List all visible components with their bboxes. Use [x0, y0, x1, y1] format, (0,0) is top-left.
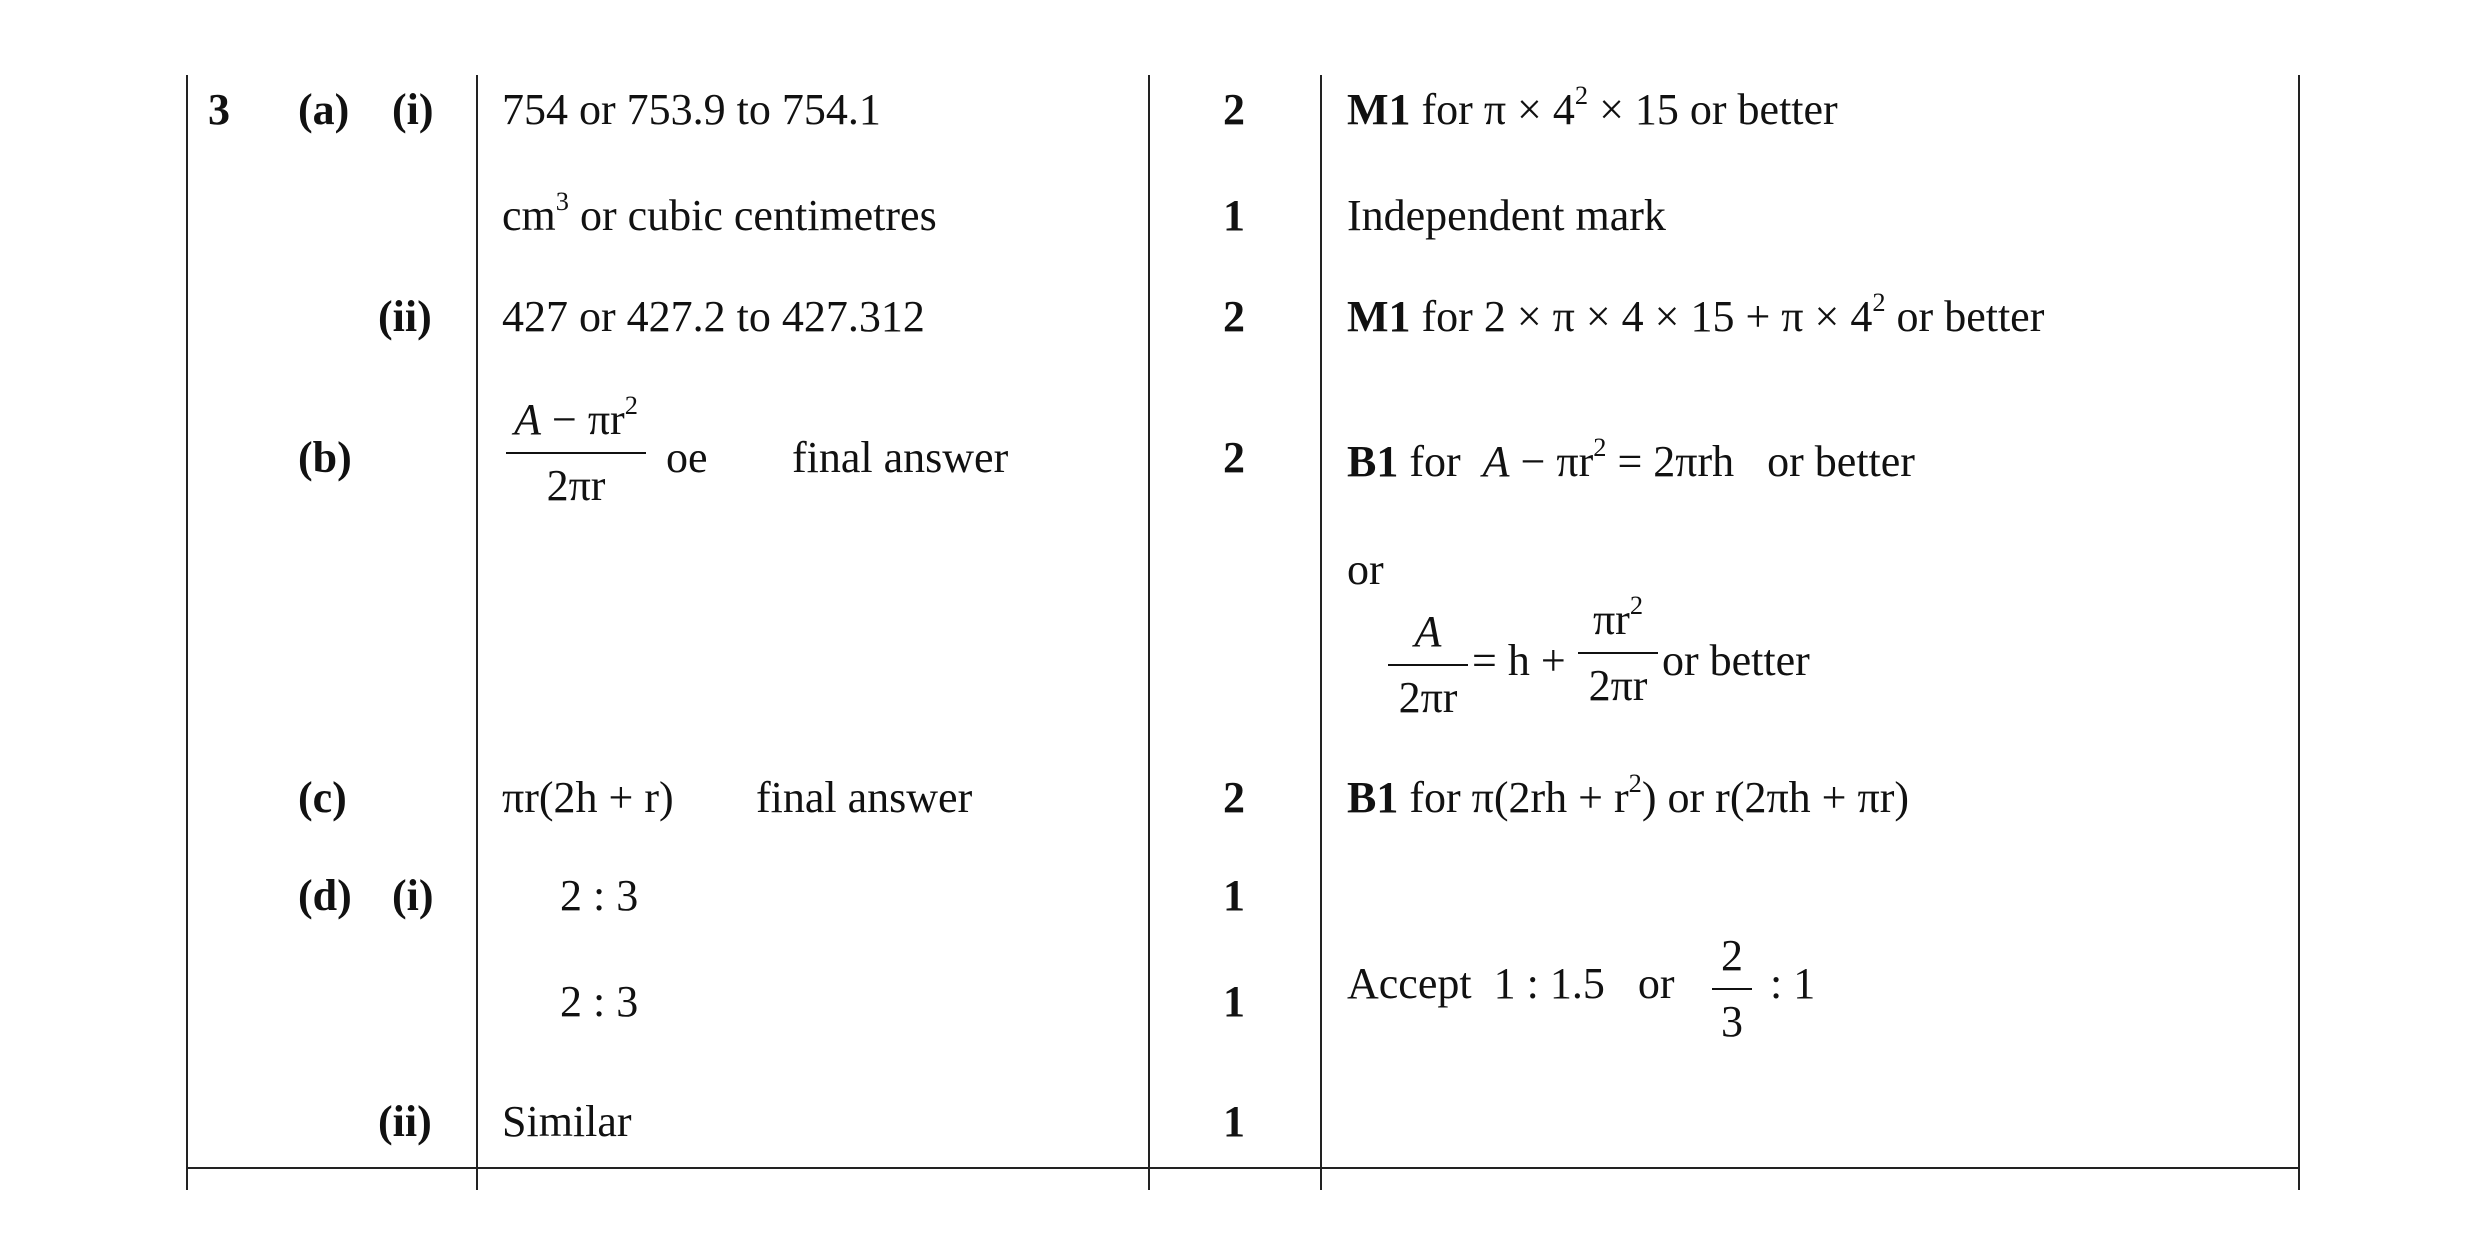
notes-d-i-fraction	[1712, 931, 1752, 1046]
answer-column-divider	[476, 75, 478, 1190]
answer-c: πr(2h + r)	[502, 773, 674, 822]
notes-code: M1	[1347, 292, 1411, 341]
mark-a-i: 2	[1223, 85, 1245, 134]
notes-eq-superscript: 2	[1593, 432, 1607, 463]
numerator-text: πr	[1592, 595, 1630, 644]
answer-d-i-2: 2 : 3	[560, 977, 639, 1026]
notes-text: ) or r(2πh + πr)	[1641, 773, 1910, 822]
fraction-numerator	[506, 390, 646, 444]
fraction-bar	[506, 452, 646, 454]
numerator-var: A	[514, 395, 541, 444]
mark-column-divider	[1148, 75, 1150, 1190]
fraction-denominator: 3	[1721, 997, 1743, 1046]
notes-better: or better	[1767, 437, 1915, 486]
notes-eq-rhs: = 2πrh	[1606, 437, 1735, 486]
notes-b-alt-better: or better	[1662, 636, 1810, 685]
fraction-denominator: 2πr	[546, 461, 606, 510]
notes-text: or better	[1885, 292, 2045, 341]
subpart-label-d-ii: (ii)	[378, 1097, 432, 1146]
notes-code: M1	[1347, 85, 1411, 134]
notes-b	[1347, 432, 1915, 486]
notes-b-alt-fraction-1	[1388, 607, 1468, 722]
mark-c: 2	[1223, 773, 1245, 822]
notes-superscript: 2	[1872, 287, 1886, 318]
answer-d-ii: Similar	[502, 1097, 632, 1146]
subpart-label-a-i: (i)	[392, 85, 434, 134]
notes-d-i-tail: : 1	[1770, 959, 1816, 1008]
table-right-border	[2298, 75, 2300, 1190]
notes-text: × 15 or better	[1588, 85, 1838, 134]
notes-a-i	[1347, 80, 1838, 134]
fraction-denominator: 2πr	[1398, 673, 1458, 722]
notes-text: for π(2rh + r	[1409, 773, 1629, 822]
mark-d-i-2: 1	[1223, 977, 1245, 1026]
answer-c-final: final answer	[756, 773, 973, 822]
notes-column-divider	[1320, 75, 1322, 1190]
answer-d-i-1: 2 : 3	[560, 871, 639, 920]
unit-text: cm	[502, 191, 556, 240]
notes-text: for 2 × π × 4 × 15 + π × 4	[1421, 292, 1873, 341]
notes-eq-mid: − πr	[1509, 437, 1594, 486]
mark-d-i-1: 1	[1223, 871, 1245, 920]
notes-code: B1	[1347, 773, 1399, 822]
part-label-a: (a)	[298, 85, 350, 134]
answer-a-i-units	[502, 186, 937, 240]
notes-text: for π × 4	[1421, 85, 1575, 134]
subpart-label-a-ii: (ii)	[378, 292, 432, 341]
notes-superscript: 2	[1574, 80, 1589, 111]
notes-c	[1347, 768, 1910, 822]
question-number: 3	[208, 85, 230, 134]
fraction-numerator: A	[1414, 607, 1442, 656]
answer-b-fraction	[506, 390, 646, 510]
notes-code: B1	[1347, 437, 1399, 486]
fraction-bar	[1712, 988, 1752, 990]
answer-a-i: 754 or 753.9 to 754.1	[502, 85, 881, 134]
notes-superscript: 2	[1628, 768, 1642, 799]
answer-b-oe: oe	[666, 433, 708, 482]
part-label-d: (d)	[298, 871, 352, 920]
mark-a-i-units: 1	[1223, 191, 1245, 240]
notes-b-alt-eq: = h +	[1472, 636, 1566, 685]
notes-b-or: or	[1347, 545, 1384, 594]
part-label-c: (c)	[298, 773, 347, 822]
subpart-label-d-i: (i)	[392, 871, 434, 920]
table-left-border	[186, 75, 188, 1190]
table-bottom-border	[186, 1167, 2300, 1169]
notes-eq-var: A	[1482, 437, 1510, 486]
notes-a-ii	[1347, 287, 2045, 341]
fraction-numerator	[1578, 590, 1658, 644]
mark-b: 2	[1223, 433, 1245, 482]
part-label-b: (b)	[298, 433, 352, 482]
answer-a-ii: 427 or 427.2 to 427.312	[502, 292, 925, 341]
fraction-denominator: 2πr	[1588, 661, 1648, 710]
numerator-superscript: 2	[1629, 590, 1644, 621]
fraction-bar	[1388, 664, 1468, 666]
fraction-numerator: 2	[1721, 931, 1743, 980]
numerator-superscript: 2	[624, 390, 638, 421]
unit-superscript: 3	[555, 186, 569, 217]
mark-d-ii: 1	[1223, 1097, 1245, 1146]
unit-text: or cubic centimetres	[568, 191, 937, 240]
mark-a-ii: 2	[1223, 292, 1245, 341]
notes-b-alt-fraction-2	[1578, 590, 1658, 710]
notes-d-i-accept: Accept 1 : 1.5 or	[1347, 959, 1675, 1008]
notes-for: for	[1409, 437, 1461, 486]
fraction-bar	[1578, 652, 1658, 654]
numerator-rest: − πr	[541, 395, 625, 444]
notes-a-i-units: Independent mark	[1347, 191, 1666, 240]
answer-b-final: final answer	[792, 433, 1009, 482]
